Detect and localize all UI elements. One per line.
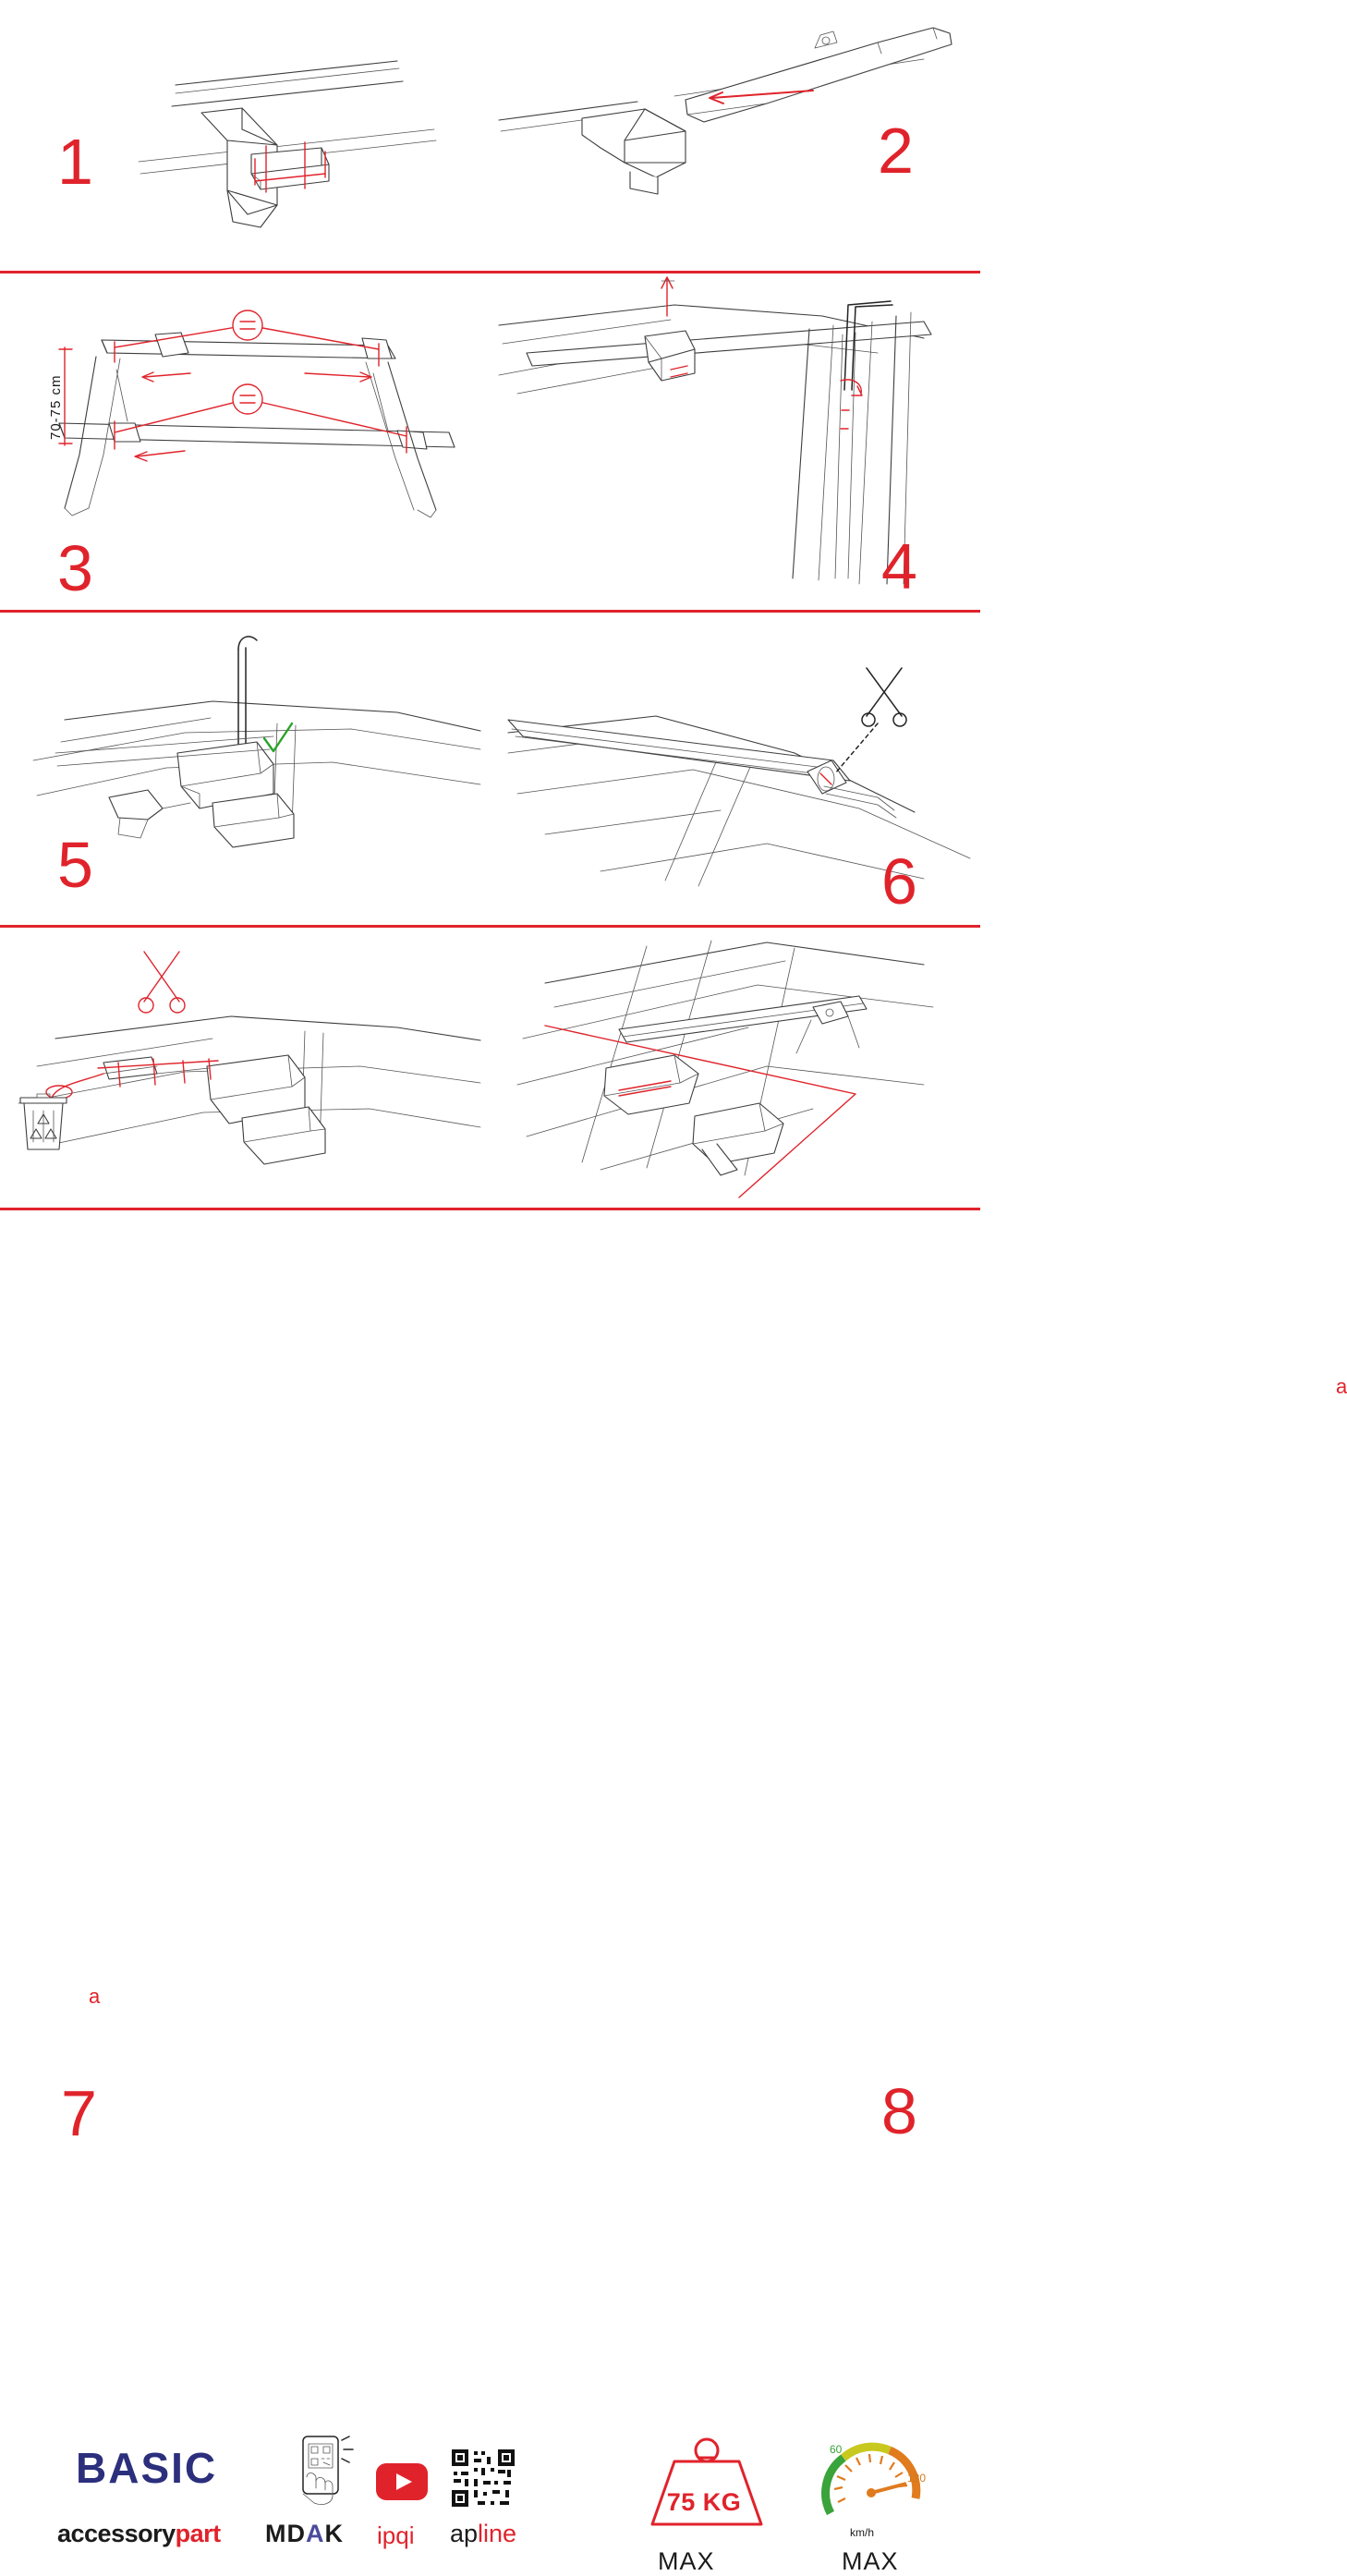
step-7-illustration (0, 928, 490, 1208)
max-speed-label: MAX (842, 2547, 899, 2575)
step-panel-6 (490, 613, 1347, 1398)
brand-mdak-post: K (324, 2520, 344, 2547)
brand-mdak-accent: A (306, 2520, 325, 2547)
brand-basic-logo: BASIC (76, 2444, 218, 2492)
step-panel-2 (490, 0, 980, 271)
brand-apline-pre: ap (450, 2520, 479, 2547)
phone-qr-scan-icon (286, 2435, 360, 2510)
step-panel-1 (0, 0, 490, 271)
step-panel-7 (0, 928, 490, 2149)
brand-accessorypart-logo (57, 2520, 221, 2548)
footer (0, 1208, 980, 2575)
step-number-8: 8 (881, 2075, 916, 2147)
step-8-illustration (490, 928, 980, 1208)
step-panel-5 (0, 613, 490, 925)
brand-apline-logo (450, 2520, 516, 2548)
weight-icon (637, 2432, 776, 2533)
step-number-3: 3 (57, 532, 92, 604)
speed-tick-high: 120 (907, 2472, 927, 2485)
step-number-2: 2 (878, 115, 913, 187)
youtube-icon[interactable] (375, 2462, 429, 2501)
brand-accessory-part1: accessory (57, 2520, 176, 2547)
marker-a-step6: a (1336, 1375, 1347, 1398)
step-panel-8 (490, 928, 980, 2147)
brand-apline-accent: line (478, 2520, 517, 2547)
marker-a-step7: a (89, 1985, 101, 2008)
speed-unit-label: km/h (850, 2526, 875, 2539)
speed-tick-low: 60 (830, 2443, 843, 2456)
brand-mdak-pre: MD (265, 2520, 306, 2547)
bar-spacing-dimension: 70-75 cm (48, 374, 64, 440)
step-number-6: 6 (881, 845, 916, 917)
max-load-value: 75 KG (666, 2488, 742, 2516)
brand-mdak-logo (265, 2520, 344, 2548)
max-load-label: MAX (658, 2547, 715, 2575)
step-panel-3 (0, 273, 490, 610)
step-number-7: 7 (61, 2077, 96, 2149)
brand-accessory-part2: part (175, 2520, 221, 2547)
step-number-5: 5 (57, 829, 92, 901)
brand-ipqi-logo: ipqi (377, 2521, 415, 2549)
step-panel-4 (490, 273, 980, 610)
step-number-1: 1 (57, 126, 92, 198)
step-number-4: 4 (881, 530, 916, 602)
qr-code-icon (450, 2448, 516, 2509)
